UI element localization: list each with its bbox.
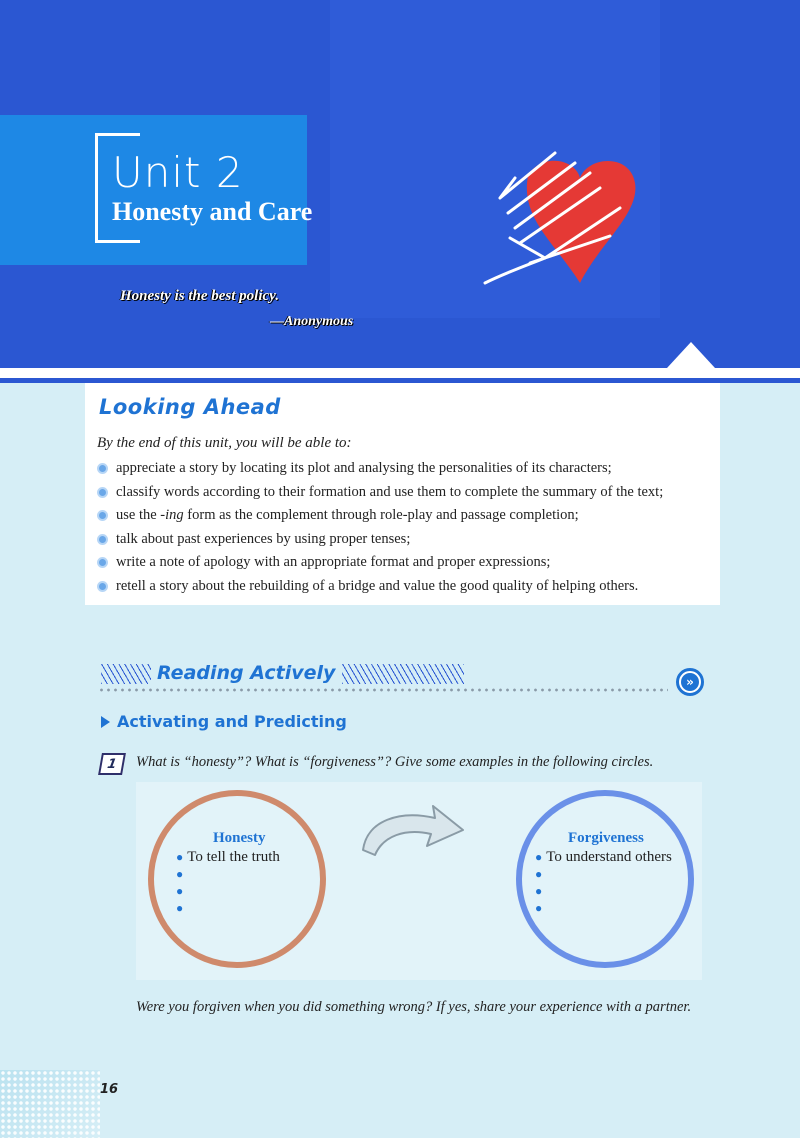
pixel-decoration <box>0 1070 100 1138</box>
quote-author: —Anonymous <box>270 314 354 329</box>
objective-text: retell a story about the rebuilding of a bridge and value the good quality of helping others. <box>116 577 639 594</box>
list-item <box>97 504 663 528</box>
list-item <box>535 849 672 866</box>
exercise-number: 1 <box>106 756 118 772</box>
bullet-icon: ● <box>176 884 184 898</box>
honesty-list <box>176 849 280 917</box>
bullet-icon: ● <box>535 901 543 915</box>
forgiveness-heading: Forgiveness <box>568 830 644 846</box>
bullet-icon: ● <box>176 850 184 864</box>
bullet-icon: ● <box>176 867 184 881</box>
list-item[interactable] <box>535 883 672 900</box>
hatch-decoration <box>342 664 464 684</box>
objective-text: form as the complement through role-play and passage completion; <box>183 507 579 524</box>
hatch-decoration <box>101 664 151 684</box>
objective-text: appreciate a story by locating its plot and analysing the personalities of its characters; <box>116 460 612 477</box>
unit-number: Unit 2 <box>112 148 244 197</box>
page-number: 16 <box>100 1082 119 1097</box>
list-item[interactable] <box>535 900 672 917</box>
list-item[interactable] <box>176 866 280 883</box>
bullet-icon: ● <box>176 901 184 915</box>
bullet-icon <box>97 534 108 545</box>
list-item <box>97 457 663 481</box>
heart-hand-icon <box>470 148 670 288</box>
unit-quote: Honesty is the best policy. <box>120 288 280 304</box>
divider-stripe <box>0 368 800 378</box>
objective-em: -ing <box>160 507 184 524</box>
bullet-icon <box>97 463 108 474</box>
looking-ahead-intro: By the end of this unit, you will be able to: <box>97 435 352 451</box>
forgiveness-example: To understand others <box>546 849 672 865</box>
objective-text: talk about past experiences by using proper tenses; <box>116 530 411 547</box>
bullet-icon: ● <box>535 850 543 864</box>
looking-ahead-title: Looking Ahead <box>99 395 281 419</box>
list-item <box>97 528 663 552</box>
objective-text: write a note of apology with an appropriate format and proper expressions; <box>116 554 551 571</box>
objective-text: classify words according to their formation and use them to complete the summary of the text; <box>116 483 664 500</box>
dotted-divider <box>98 688 668 692</box>
looking-ahead-box <box>85 383 720 605</box>
list-item[interactable] <box>176 900 280 917</box>
honesty-example: To tell the truth <box>187 849 280 865</box>
list-item <box>97 551 663 575</box>
objectives-list <box>97 457 663 598</box>
list-item[interactable] <box>176 883 280 900</box>
exercise-question: What is “honesty”? What is “forgiveness”? Give some examples in the following circles. <box>136 754 654 770</box>
honesty-heading: Honesty <box>213 830 266 846</box>
bullet-icon <box>97 510 108 521</box>
bullet-icon: ● <box>535 884 543 898</box>
bullet-icon <box>97 557 108 568</box>
reading-actively-title: Reading Actively <box>157 662 336 684</box>
list-item <box>176 849 280 866</box>
bullet-icon: ● <box>535 867 543 881</box>
bullet-icon <box>97 487 108 498</box>
section-heading <box>101 712 347 731</box>
chevron-down-double-icon[interactable] <box>676 668 704 696</box>
forgiveness-list <box>535 849 672 917</box>
list-item <box>97 481 663 505</box>
curved-arrow-icon <box>355 800 470 860</box>
objective-text: use the <box>116 507 161 524</box>
section-heading-text: Activating and Predicting <box>117 712 347 731</box>
list-item <box>97 575 663 599</box>
exercise-number-badge <box>98 753 126 775</box>
list-item[interactable] <box>535 866 672 883</box>
bullet-icon <box>97 581 108 592</box>
unit-title: Honesty and Care <box>112 197 313 226</box>
followup-question: Were you forgiven when you did something wrong? If yes, share your experience with a partner. <box>136 999 692 1015</box>
banner-notch <box>667 342 715 368</box>
triangle-right-icon <box>101 716 110 728</box>
chevron-inner: » <box>681 673 699 691</box>
